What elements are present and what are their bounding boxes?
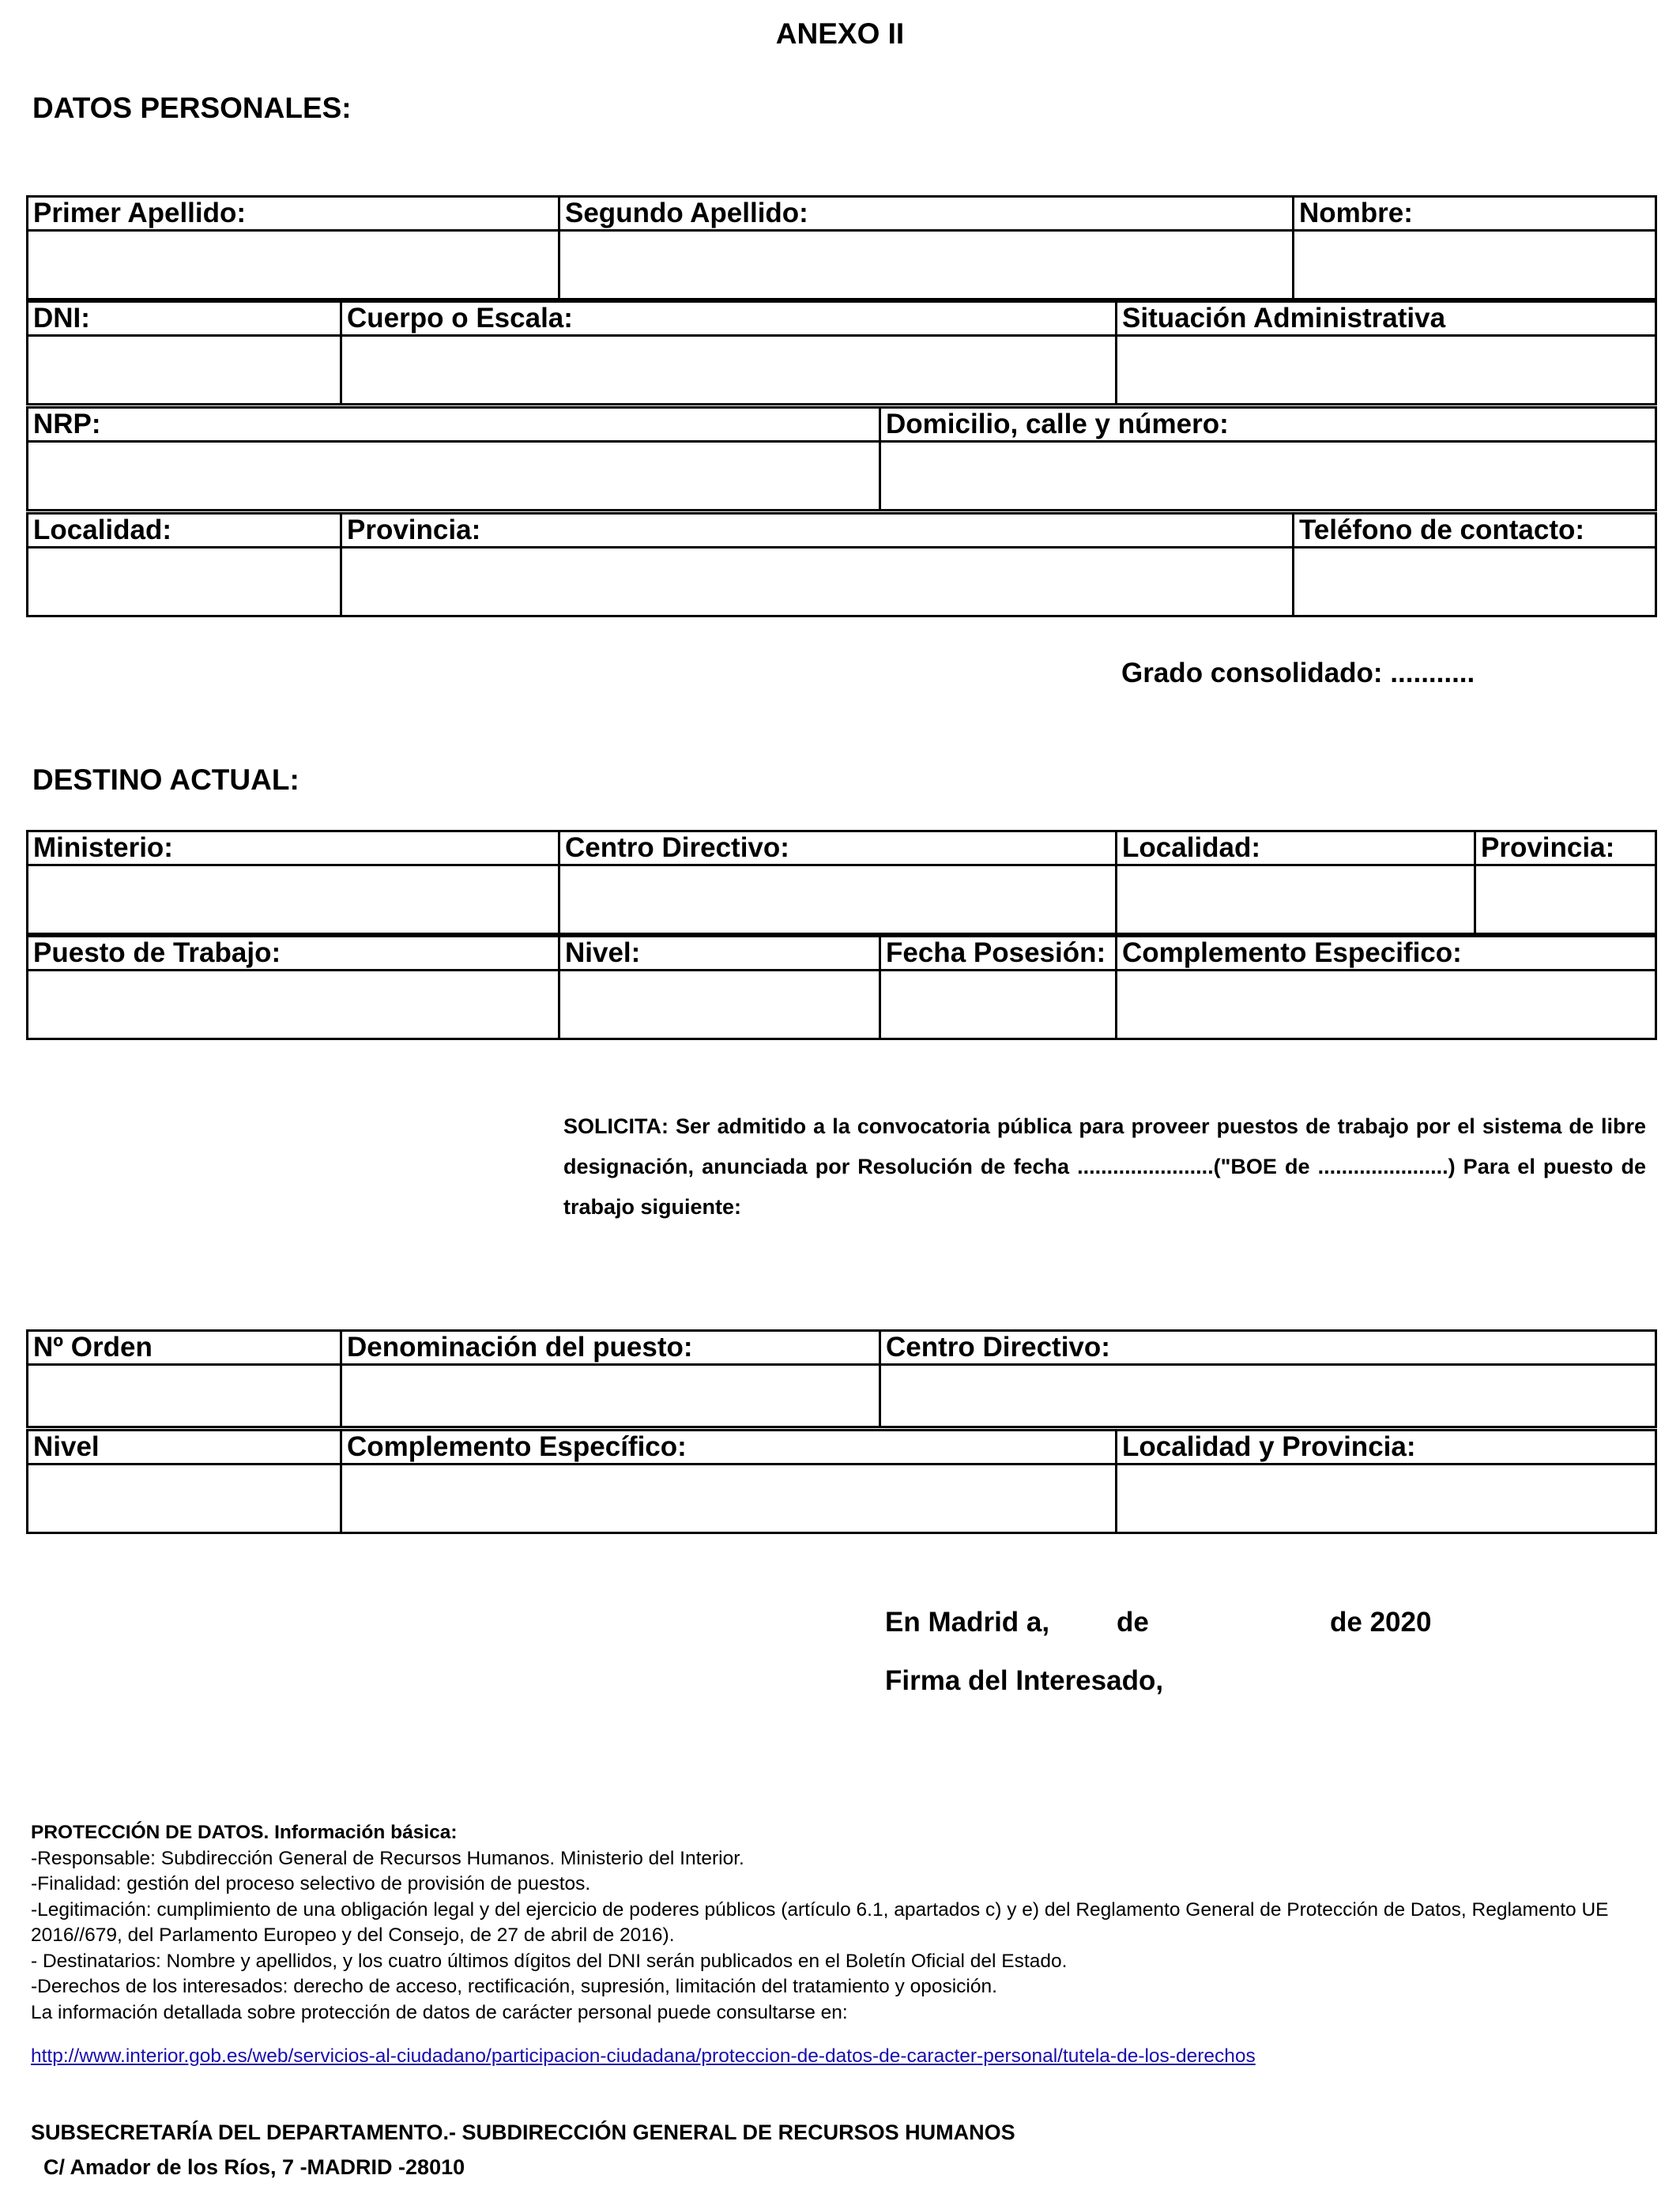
field-primer-apellido[interactable] [28,231,559,300]
footer-address: C/ Amador de los Ríos, 7 -MADRID -28010 [43,2155,465,2179]
section-heading-destino-actual: DESTINO ACTUAL: [32,763,299,796]
proteccion-datos-line: - Destinatarios: Nombre y apellidos, y los cuatro últimos dígitos del DNI serán publicados en el Boletín Oficial del Estado. [31,1950,1068,1972]
datos-personales-table-1 [26,195,1657,300]
datos-personales-table-2 [26,300,1657,405]
proteccion-datos-line: -Responsable: Subdirección General de Recursos Humanos. Ministerio del Interior. [31,1847,744,1869]
field-destino-provincia[interactable] [1475,865,1656,934]
proteccion-datos-line: La información detallada sobre protección de datos de carácter personal puede consultarse en: [31,2001,848,2023]
label-cuerpo-escala: Cuerpo o Escala: [341,302,1117,336]
puesto-solicitado-table-2 [26,1429,1657,1534]
de-text: de [1117,1607,1149,1638]
label-situacion-administrativa: Situación Administrativa [1117,302,1656,336]
label-n-orden: Nº Orden [28,1331,341,1365]
datos-personales-table-4 [26,512,1657,617]
label-localidad: Localidad: [28,514,341,548]
grado-consolidado: Grado consolidado: ........... [1121,658,1475,688]
field-solicitado-complemento[interactable] [341,1465,1117,1533]
label-segundo-apellido: Segundo Apellido: [559,197,1294,231]
field-nrp[interactable] [28,442,880,511]
label-provincia: Provincia: [341,514,1294,548]
proteccion-datos-heading: PROTECCIÓN DE DATOS. Información básica: [31,1822,458,1843]
label-solicitado-complemento: Complemento Específico: [341,1431,1117,1465]
field-telefono[interactable] [1294,548,1656,616]
field-puesto-trabajo[interactable] [28,971,559,1039]
field-segundo-apellido[interactable] [559,231,1294,300]
firma-interesado: Firma del Interesado, [885,1665,1164,1696]
field-provincia[interactable] [341,548,1294,616]
proteccion-datos-line: -Legitimación: cumplimiento de una obligación legal y del ejercicio de poderes públicos (artículo 6.1, apartados c) y e) del Reglamento General de Protección de Datos, Reglamento UE [31,1898,1609,1921]
label-centro-directivo: Centro Directivo: [559,831,1117,865]
field-n-orden[interactable] [28,1365,341,1427]
label-domicilio: Domicilio, calle y número: [880,408,1656,442]
label-nivel: Nivel: [559,937,880,971]
puesto-solicitado-table-1 [26,1329,1657,1428]
footer-department: SUBSECRETARÍA DEL DEPARTAMENTO.- SUBDIRECCIÓN GENERAL DE RECURSOS HUMANOS [31,2120,1015,2144]
label-nrp: NRP: [28,408,880,442]
field-fecha-posesion[interactable] [880,971,1117,1039]
field-complemento-especifico[interactable] [1117,971,1656,1039]
en-madrid-text: En Madrid a, [885,1607,1050,1638]
label-localidad-provincia: Localidad y Provincia: [1117,1431,1656,1465]
proteccion-datos-block [31,1820,1651,2026]
fecha-lugar-line [885,1607,1596,1645]
solicita-label: SOLICITA: [563,1114,669,1138]
proteccion-datos-line: -Finalidad: gestión del proceso selectivo de provisión de puestos. [31,1873,591,1894]
field-solicitado-nivel[interactable] [28,1465,341,1533]
field-domicilio[interactable] [880,442,1656,511]
field-denominacion[interactable] [341,1365,880,1427]
label-telefono: Teléfono de contacto: [1294,514,1656,548]
section-heading-datos-personales: DATOS PERSONALES: [32,92,352,124]
field-cuerpo-escala[interactable] [341,336,1117,405]
label-primer-apellido: Primer Apellido: [28,197,559,231]
field-nombre[interactable] [1294,231,1656,300]
label-denominacion: Denominación del puesto: [341,1331,880,1365]
label-solicitado-centro-directivo: Centro Directivo: [880,1331,1656,1365]
label-dni: DNI: [28,302,341,336]
field-localidad[interactable] [28,548,341,616]
field-destino-localidad[interactable] [1117,865,1475,934]
field-dni[interactable] [28,336,341,405]
proteccion-datos-line: 2016//679, del Parlamento Europeo y del Consejo, de 27 de abril de 2016). [31,1924,675,1946]
field-situacion-administrativa[interactable] [1117,336,1656,405]
label-destino-localidad: Localidad: [1117,831,1475,865]
solicita-paragraph [563,1106,1646,1227]
proteccion-datos-link[interactable]: http://www.interior.gob.es/web/servicios-al-ciudadano/participacion-ciudadana/proteccion-de-datos-de-caracter-personal/tutela-de-los-derechos [31,2045,1256,2067]
solicita-text: Ser admitido a la convocatoria pública para proveer puestos de trabajo por el sistema de libre designación, anunciada por Resolución de fecha .......................("BOE de ......................) Para el puesto de trabajo siguiente: [563,1114,1646,1219]
destino-actual-table-1 [26,830,1657,935]
label-destino-provincia: Provincia: [1475,831,1656,865]
page-title: ANEXO II [775,17,905,50]
label-nombre: Nombre: [1294,197,1656,231]
label-solicitado-nivel: Nivel [28,1431,341,1465]
label-puesto-trabajo: Puesto de Trabajo: [28,937,559,971]
label-ministerio: Ministerio: [28,831,559,865]
field-localidad-provincia[interactable] [1117,1465,1656,1533]
label-complemento-especifico: Complemento Especifico: [1117,937,1656,971]
field-ministerio[interactable] [28,865,559,934]
field-centro-directivo[interactable] [559,865,1117,934]
proteccion-datos-line: -Derechos de los interesados: derecho de acceso, rectificación, supresión, limitación del tratamiento y oposición. [31,1976,997,1997]
datos-personales-table-3 [26,406,1657,511]
destino-actual-table-2 [26,935,1657,1040]
de-year-text: de 2020 [1330,1607,1432,1638]
label-fecha-posesion: Fecha Posesión: [880,937,1117,971]
field-nivel[interactable] [559,971,880,1039]
field-solicitado-centro-directivo[interactable] [880,1365,1656,1427]
